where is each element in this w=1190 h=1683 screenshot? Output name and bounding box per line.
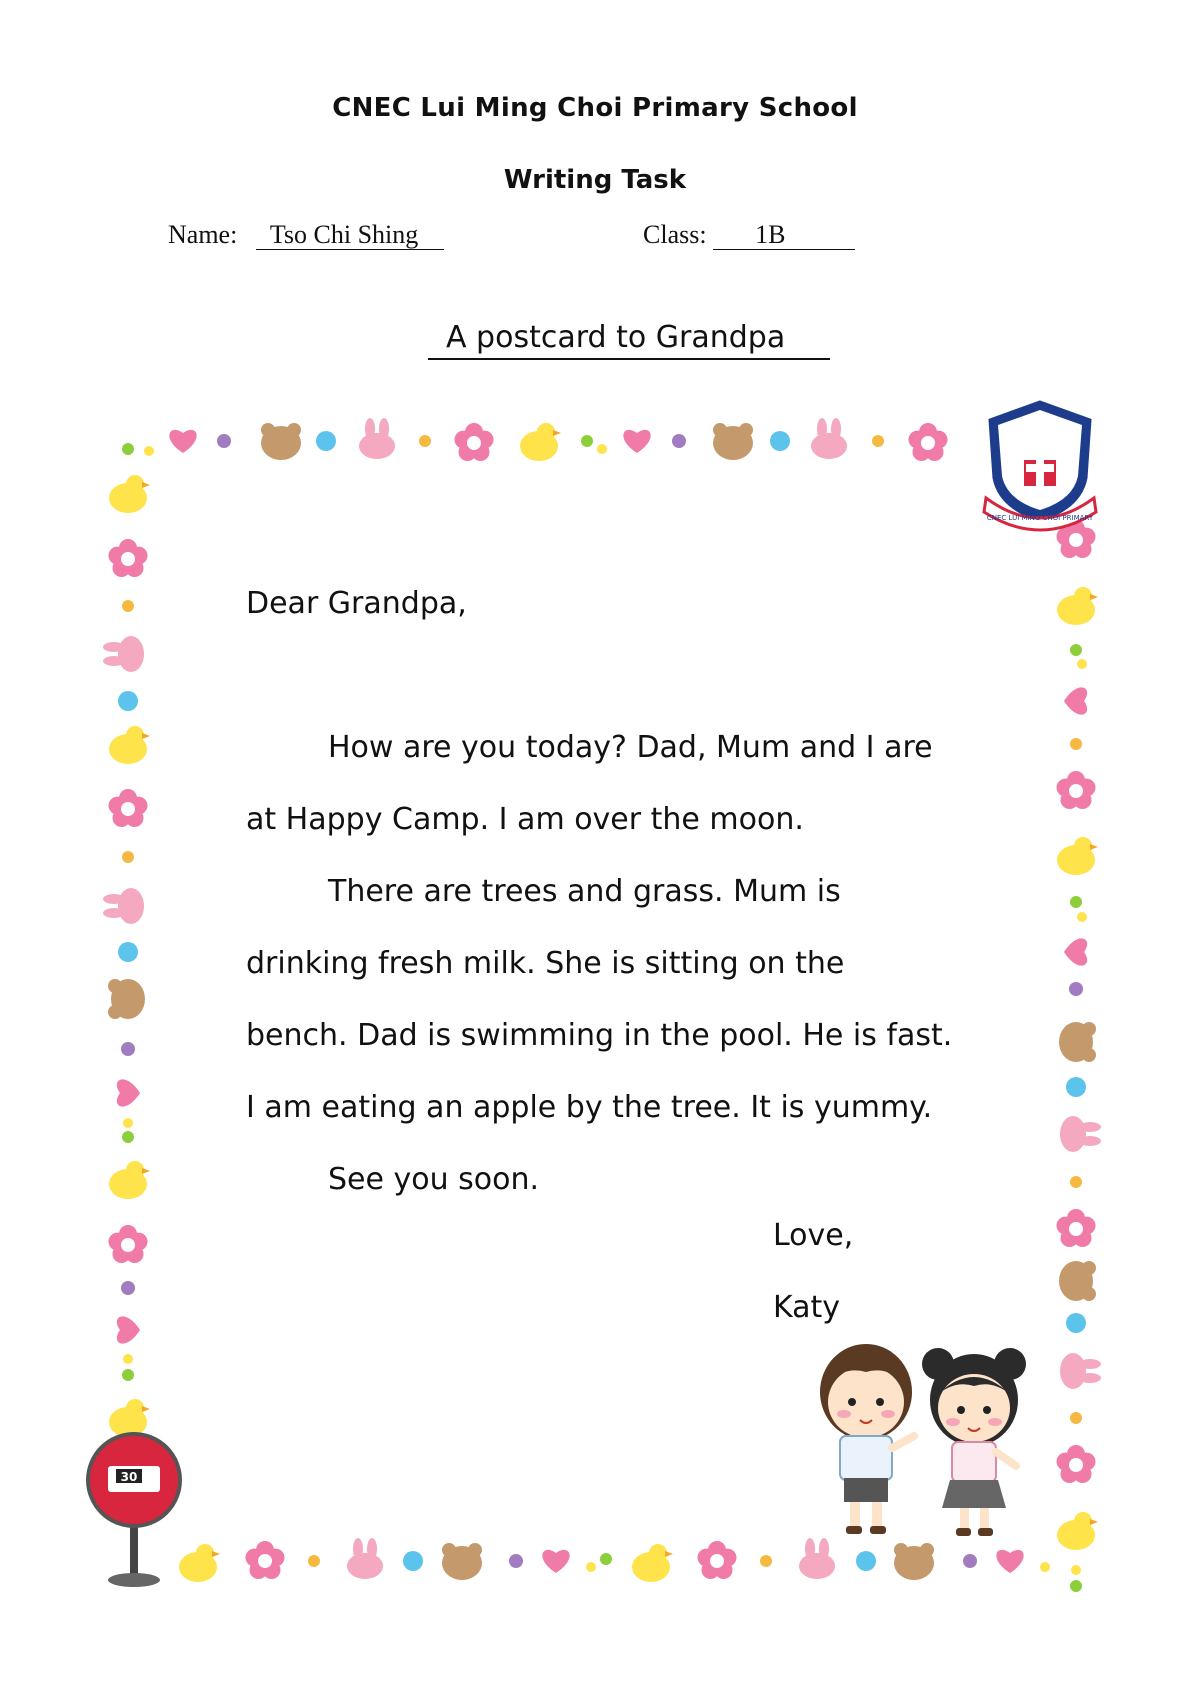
letter-line: How are you today? Dad, Mum and I are bbox=[328, 730, 933, 765]
class-label: Class: bbox=[643, 220, 707, 249]
border-top-row bbox=[122, 418, 948, 461]
border-right-column bbox=[1057, 520, 1102, 1592]
bus-stop-sign-icon bbox=[80, 1430, 190, 1590]
girl-figure bbox=[922, 1348, 1026, 1536]
letter-blank-line bbox=[246, 640, 966, 712]
letter-title: A postcard to Grandpa bbox=[428, 318, 830, 360]
letter-line: at Happy Camp. I am over the moon. bbox=[246, 802, 804, 837]
children-illustration bbox=[806, 1330, 1036, 1550]
boy-figure bbox=[820, 1344, 914, 1534]
school-crest-logo bbox=[980, 398, 1100, 538]
crest-text: CNEC LUI MING CHOI PRIMARY bbox=[986, 514, 1094, 522]
task-title: Writing Task bbox=[503, 165, 687, 195]
name-label: Name: bbox=[168, 220, 238, 249]
name-value: Tso Chi Shing bbox=[256, 221, 444, 250]
bus-stop-number: 30 bbox=[120, 1470, 138, 1484]
letter-signature: Katy bbox=[773, 1290, 841, 1325]
letter-line: See you soon. bbox=[328, 1162, 540, 1197]
letter-line: drinking fresh milk. She is sitting on the bbox=[246, 946, 845, 981]
letter-line: I am eating an apple by the tree. It is yummy. bbox=[246, 1090, 933, 1125]
letter-body bbox=[246, 568, 966, 1216]
class-value: 1B bbox=[713, 221, 855, 250]
letter-closing: Love, bbox=[773, 1218, 854, 1253]
letter-greeting: Dear Grandpa, bbox=[246, 586, 467, 621]
border-left-column bbox=[103, 475, 150, 1437]
school-name: CNEC Lui Ming Choi Primary School bbox=[332, 93, 858, 123]
letter-line: bench. Dad is swimming in the pool. He is fast. bbox=[246, 1018, 953, 1053]
letter-line: There are trees and grass. Mum is bbox=[328, 874, 841, 909]
